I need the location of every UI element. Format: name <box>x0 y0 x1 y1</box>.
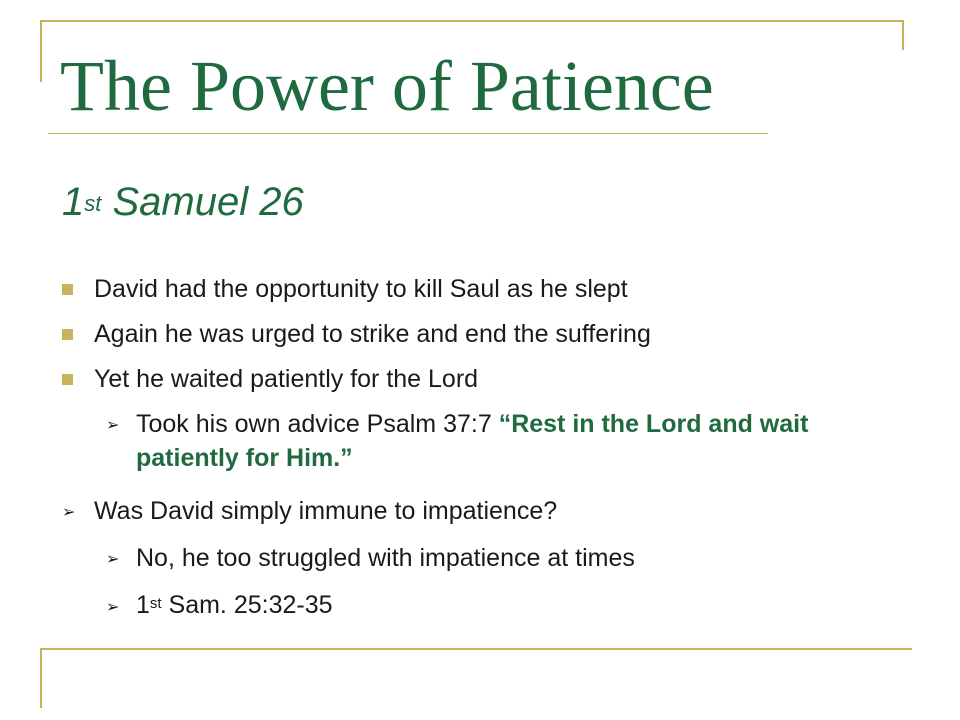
subtitle-ordinal-suffix: st <box>84 191 102 216</box>
list-item <box>136 541 635 575</box>
bullet-text: Was David simply immune to impatience? <box>94 497 558 525</box>
chevron-right-icon: ➢ <box>106 599 120 616</box>
list-item <box>94 317 651 351</box>
list-item <box>94 362 478 396</box>
chevron-right-icon: ➢ <box>106 551 120 568</box>
subtitle-number: 1 <box>62 180 85 224</box>
bullet-text: Took his own advice Psalm 37:7 <box>136 410 499 438</box>
ordinal-suffix: st <box>149 595 162 612</box>
bullet-text: Again he was urged to strike and end the suffering <box>94 320 651 348</box>
list-item <box>136 407 876 475</box>
square-bullet-icon <box>62 374 73 385</box>
bullet-text: Sam. 25:32-35 <box>161 591 333 619</box>
subtitle-rest: Samuel 26 <box>101 180 304 224</box>
list-item <box>94 494 557 528</box>
list-item <box>136 588 333 622</box>
bullet-text: David had the opportunity to kill Saul as he slept <box>94 275 628 303</box>
square-bullet-icon <box>62 329 73 340</box>
list-item <box>94 272 628 306</box>
scripture-quote: “Rest in the Lord and wait patiently for Him.” <box>136 410 809 472</box>
bullet-text: No, he too struggled with impatience at times <box>136 544 635 572</box>
bullet-text: Yet he waited patiently for the Lord <box>94 365 479 393</box>
bullet-number: 1 <box>136 591 150 619</box>
chevron-right-icon: ➢ <box>106 417 120 434</box>
square-bullet-icon <box>62 284 73 295</box>
slide-title: The Power of Patience <box>60 46 714 126</box>
chevron-right-icon: ➢ <box>62 504 76 521</box>
